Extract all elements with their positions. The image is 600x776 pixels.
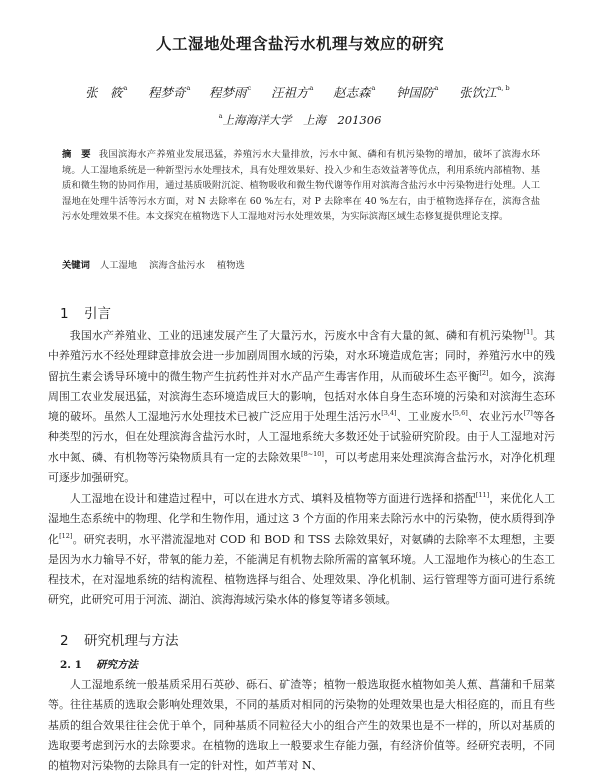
keywords-label: 关键词 bbox=[62, 260, 90, 271]
text-run: ，可以考虑用来处理滨海含盐污水，对净化机理可逐步加强研究。 bbox=[48, 450, 555, 485]
citation-ref: [11] bbox=[475, 491, 490, 499]
citation-ref: [5,6] bbox=[452, 409, 468, 418]
author-name: 赵志森 bbox=[333, 85, 371, 100]
affiliation-text: 上海海洋大学 上海 201306 bbox=[222, 113, 382, 127]
section-title: 引言 bbox=[84, 306, 111, 322]
author-name: 张 筱 bbox=[85, 85, 123, 100]
keyword: 植物选 bbox=[216, 260, 245, 271]
author bbox=[148, 83, 190, 101]
subsection-number: 2. 1 bbox=[60, 659, 82, 671]
affiliation bbox=[0, 112, 600, 128]
section-heading-introduction bbox=[60, 302, 111, 322]
abstract-label: 摘 要 bbox=[62, 149, 91, 160]
author-name: 程梦奇 bbox=[148, 85, 186, 100]
author bbox=[396, 83, 438, 101]
paragraph-methods-1: 人工湿地系统一般基质采用石英砂、砾石、矿渣等；植物一般选取挺水植物如美人蕉、菖蒲和千屈菜等。往往基质的选取会影响处理效果，不同的基质对相同的污染物的处理效果也是大相径庭的，而且有些基质的组合效果往往会优于单个，同种基质不同粒径大小的组合产生的效果也是不一样的，所以对基质的选取要考虑到污水的去除要求。在植物的选取上一般要求生存能力强，有经济价值等。经研究表明，不同的植物对污染物的去除具有一定的针对性，如芦苇对 N、 bbox=[48, 678, 555, 773]
author-name: 汪祖方 bbox=[271, 85, 309, 100]
author-affiliation-mark: a bbox=[123, 84, 128, 92]
author-affiliation-mark: c bbox=[247, 84, 252, 92]
author-affiliation-mark: a bbox=[434, 84, 439, 92]
author bbox=[333, 83, 375, 101]
author-affiliation-mark: a bbox=[309, 84, 314, 92]
text-run: 、农业污水 bbox=[467, 410, 524, 424]
author-list bbox=[70, 83, 550, 101]
author-affiliation-mark: a, b bbox=[497, 84, 510, 92]
paragraph-intro-1 bbox=[48, 326, 555, 488]
affiliation-mark: a bbox=[218, 112, 223, 120]
abstract-text: 我国滨海水产养殖业发展迅猛，养殖污水大量排放，污水中氮、磷和有机污染物的增加，破坏了滨海水环境。人工湿地系统是一种新型污水处理技术，具有处理效果好、投入少和生态效益著等优点，利用系统内部植物、基质和微生物的协同作用，通过基质吸附沉淀、植物吸收和微生物代谢等作用对滨海含盐污水中污染物进行处理。人工湿地在处理牛活等污水方面，对 N 去除率在 60 %左右，对 P 去除率在 40 %左右，由于植物选择存在，滨海含盐污水处理效果不佳。本文探究在植物选下人工湿地对污水处理效果，为实际滨海区域生态修复提供理论支撑。 bbox=[62, 149, 540, 223]
keyword: 滨海含盐污水 bbox=[149, 260, 205, 271]
section-number: 1 bbox=[60, 306, 69, 322]
author bbox=[459, 83, 510, 101]
author bbox=[85, 83, 127, 101]
subsection-heading bbox=[60, 657, 138, 672]
author bbox=[209, 83, 251, 101]
text-run: 我国水产养殖业、工业的迅速发展产生了大量污水，污废水中含有大量的氮、磷和有机污染物 bbox=[69, 329, 524, 342]
abstract bbox=[62, 147, 540, 225]
author-name: 张饮江 bbox=[459, 85, 497, 100]
citation-ref: [12] bbox=[59, 531, 73, 540]
author-name: 钟国防 bbox=[396, 85, 434, 100]
citation-ref: [7] bbox=[523, 409, 533, 418]
paper-title: 人工湿地处理含盐污水机理与效应的研究 bbox=[155, 35, 444, 53]
text-run: 等各种类型的污水，但在处理滨海含盐污水时，人工湿地系统大多数还处于试验研究阶段。由于人工湿地对污水中氮、磷、有机物等污染物质具有一定的去除效果 bbox=[48, 410, 555, 464]
text-run: 。如今，滨海周围工农业发展迅猛，对滨海生态环境造成巨大的影响，包括对水体自身生态环境的污染和对滨海生态环境的破坏。虽然人工湿地污水处理技术已被广泛应用于处理生活污水 bbox=[48, 369, 555, 424]
author bbox=[271, 83, 313, 101]
citation-ref: [8~10] bbox=[301, 449, 324, 458]
text-run: 。其中养殖污水不经处理肆意排放会进一步加剧周围水域的污染，对水环境造成危害；同时，养殖污水中的残留抗生素会诱导环境中的微生物产生抗药性并对水产品产生毒害作用，从而破坏生态平衡 bbox=[48, 329, 555, 383]
text-run: ，来优化人工湿地生态系统中的物理、化学和生物作用，通过这 3 个方面的作用来去除污水中的污染物，使水质得到净化 bbox=[48, 492, 555, 546]
citation-ref: [1] bbox=[523, 328, 533, 336]
text-run: 、工业废水 bbox=[396, 410, 453, 424]
keyword: 人工湿地 bbox=[99, 260, 138, 271]
section-title: 研究机理与方法 bbox=[84, 633, 179, 649]
keywords bbox=[62, 257, 540, 271]
citation-ref: [3,4] bbox=[381, 409, 397, 418]
paragraph-intro-2 bbox=[48, 489, 555, 611]
author-name: 程梦雨 bbox=[209, 85, 247, 100]
author-affiliation-mark: a bbox=[186, 84, 191, 92]
citation-ref: [2] bbox=[479, 368, 489, 377]
section-number: 2 bbox=[60, 633, 69, 649]
text-run: 。研究表明，水平潜流湿地对 COD 和 BOD 和 TSS 去除效果好，对氨磷的去除率不太理想，主要是因为水力输导不好，带氧的能力差，不能满足有机物去除所需的富氧环境。人工湿地作为核心的生态工程技术，在对湿地系统的结构流程、植物选择与组合、处理效果、净化机制、运行管理等方面可进行系统研究，此研究可用于河流、湖泊、滨海海域污染水体的修复等诸多领域。 bbox=[48, 532, 555, 607]
text-run: 人工湿地在设计和建造过程中，可以在进水方式、填料及植物等方面进行选择和搭配 bbox=[69, 492, 476, 505]
author-affiliation-mark: a bbox=[371, 84, 376, 92]
section-heading-methods bbox=[60, 629, 179, 649]
subsection-title: 研究方法 bbox=[95, 659, 138, 671]
